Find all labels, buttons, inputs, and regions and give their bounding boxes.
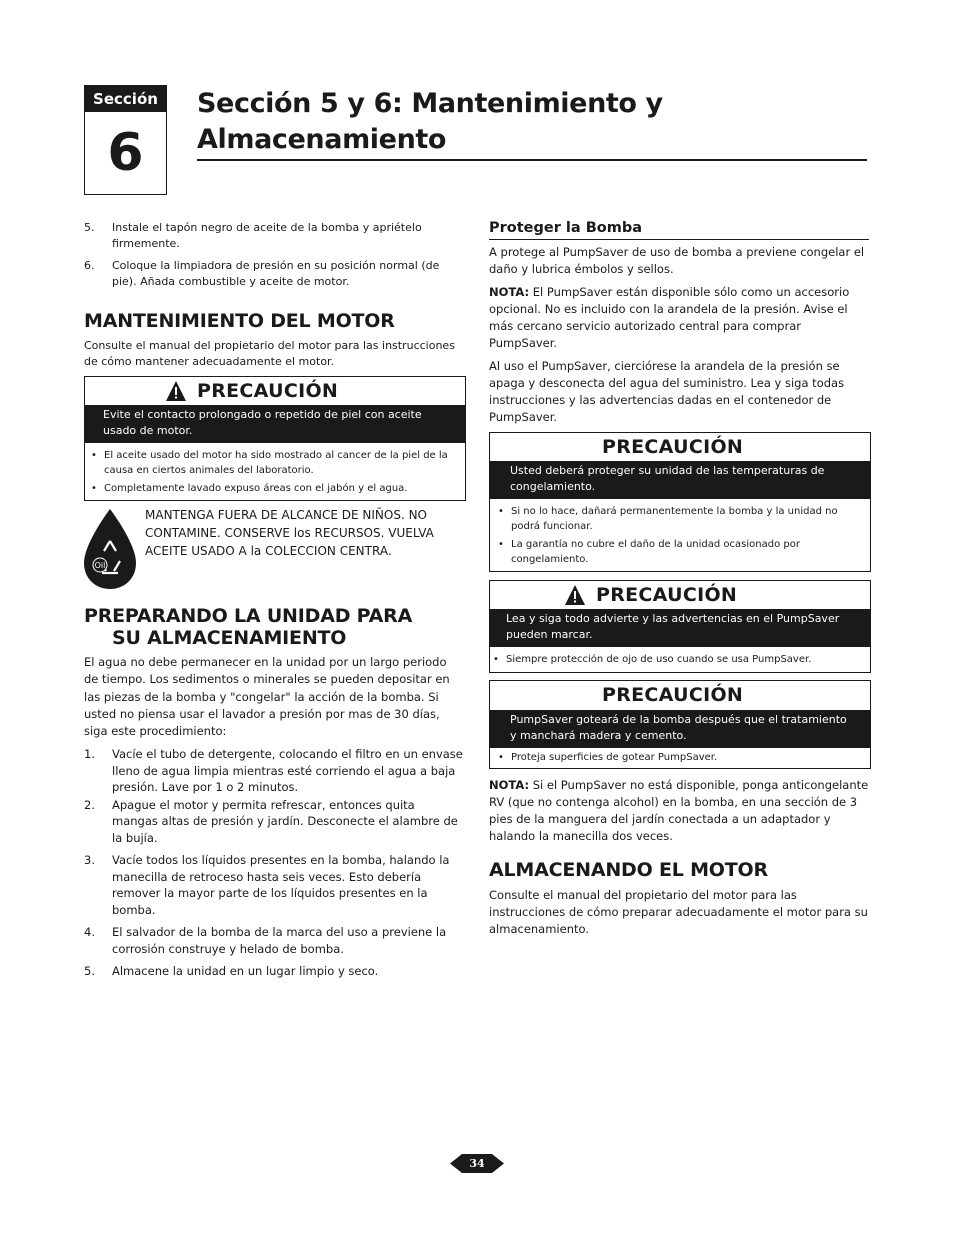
recycle-text: MANTENGA FUERA DE ALCANCE DE NIÑOS. NO CONTAMINE. CONSERVE los RECURSOS. VUELVA ACEITE USADO A la COLECCION CENTRA. [145, 508, 434, 558]
step-number: 4. [84, 925, 95, 940]
section-label: Sección [84, 85, 167, 112]
motor-text: Consulte el manual del propietario del motor para las instrucciones de cómo mantener adecuadamente el motor. [84, 339, 455, 368]
step-number: 5. [84, 964, 95, 979]
caution-message: PumpSaver goteará de la bomba después que el tratamiento y manchará madera y cemento. [490, 710, 870, 748]
page-number: 34 [469, 1157, 485, 1170]
caution-message: Evite el contacto prolongado o repetido de piel con aceite usado de motor. [85, 405, 465, 443]
caution-header [490, 433, 870, 461]
list-item: • Siempre protección de ojo de uso cuando se usa PumpSaver. [493, 654, 812, 665]
prep-text: El agua no debe permanecer en la unidad por un largo periodo de tiempo. Los sedimentos o minerales se pueden depositar en las piezas de la bomba y "congelar" la acción de la bomba. Si usted no piensa usar el lavador a presión por mas de 30 días, siga este procedimiento: [84, 655, 450, 739]
bullet-text: La garantía no cubre el daño de la unidad ocasionado por congelamiento. [511, 539, 800, 565]
nota-label: NOTA: [489, 285, 530, 299]
list-item [84, 220, 464, 252]
store-text: Consulte el manual del propietario del motor para las instrucciones de cómo preparar adecuadamente el motor para su almacenamiento. [489, 888, 868, 936]
step-text: Vacíe el tubo de detergente, colocando el filtro en un envase lleno de agua limpia mientras esté corriendo el agua a baja presión. Lave por 1 o 2 minutos. [112, 747, 463, 795]
bullet-text: Siempre protección de ojo de uso cuando se usa PumpSaver. [506, 654, 812, 665]
nota-paragraph-1 [489, 284, 869, 352]
step-text: Apague el motor y permita refrescar, entonces quita mangas altas de presión y jardín. Desconecte el alambre de la bujía. [112, 797, 458, 845]
bullet-text: Si no lo hace, dañará permanentemente la bomba y la unidad no podrá funcionar. [511, 506, 838, 532]
caution-header [490, 581, 870, 609]
step-number: 5. [84, 221, 95, 234]
protect-heading: Proteger la Bomba [489, 218, 869, 240]
caution-box-4 [489, 680, 871, 769]
bullet-text: Completamente lavado expuso áreas con el jabón y el agua. [104, 483, 408, 494]
motor-heading: MANTENIMIENTO DEL MOTOR [84, 310, 395, 332]
bullet-text: El aceite usado del motor ha sido mostrado al cancer de la piel de la causa en ciertos animales del laboratorio. [104, 450, 448, 476]
step-number: 6. [84, 259, 95, 272]
caution-bullets [490, 647, 870, 672]
page-number-badge [448, 1150, 506, 1177]
left-column [84, 220, 464, 986]
protect-paragraph-3: Al uso el PumpSaver, ciercióresе la arandela de la presión se apaga y desconecta del agua del suministro. Lea y siga todas instrucciones y las advertencias dadas en el contenedor de PumpSaver. [489, 359, 845, 424]
caution-heading: PRECAUCIÓN [602, 684, 744, 706]
prep-heading-line2: SU ALMACENAMIENTO [112, 627, 347, 649]
caution-message: Usted deberá proteger su unidad de las temperaturas de congelamiento. [490, 461, 870, 499]
caution-box-2 [489, 432, 871, 572]
caution-heading: PRECAUCIÓN [596, 583, 738, 606]
right-column [489, 218, 869, 944]
warning-icon [564, 584, 586, 606]
prep-steps-list [84, 746, 464, 980]
caution-bullets [490, 748, 870, 768]
list-item [84, 746, 464, 796]
caution-bullets [85, 443, 465, 500]
oil-drop-recycle-icon [80, 507, 140, 591]
caution-message: Lea y siga todo advierte y las advertencias en el PumpSaver pueden marcar. [490, 609, 870, 647]
step-number: 2. [84, 797, 95, 812]
list-item [84, 797, 464, 847]
list-item: • El aceite usado del motor ha sido mostrado al cancer de la piel de la causa en ciertos animales del laboratorio. [91, 450, 448, 476]
store-heading: ALMACENANDO EL MOTOR [489, 859, 768, 881]
prep-heading [84, 605, 464, 649]
nota-label: NOTA: [489, 778, 530, 792]
step-text: El salvador de la bomba de la marca del uso a previene la corrosión construye y helado de bomba. [112, 925, 447, 956]
nota-text: Si el PumpSaver no está disponible, ponga anticongelante RV (que no contenga alcohol) en la bomba, en una sección de 3 pies de la manguera del jardín conectada a un adaptador y halando la manecilla dos veces. [489, 778, 869, 843]
recycle-notice [84, 509, 464, 591]
caution-bullets [490, 499, 870, 571]
nota-paragraph-2 [489, 777, 869, 845]
list-item [84, 852, 464, 918]
caution-heading: PRECAUCIÓN [197, 379, 339, 402]
caution-heading: PRECAUCIÓN [602, 435, 744, 458]
protect-paragraph-1: A protege al PumpSaver de uso de bomba a previene congelar el daño y lubrica émbolos y sellos. [489, 245, 865, 276]
section-number: 6 [84, 112, 167, 195]
step-text: Vacíe todos los líquidos presentes en la bomba, halando la manecilla de retroceso hasta seis veces. Esto debería remover la mayor parte de los líquidos presentes en la bomba. [112, 853, 450, 917]
list-item: • Proteja superficies de gotear PumpSaver. [498, 752, 718, 763]
page-title: Sección 5 y 6: Mantenimiento y Almacenamiento [197, 86, 867, 161]
caution-header [85, 377, 465, 405]
prep-heading-line1: PREPARANDO LA UNIDAD PARA [84, 605, 413, 627]
step-number: 3. [84, 853, 95, 868]
step-number: 1. [84, 747, 95, 762]
caution-box-1 [84, 376, 466, 501]
list-item [84, 924, 464, 957]
step-text: Coloque la limpiadora de presión en su posición normal (de pie). Añada combustible y aceite de motor. [112, 259, 440, 288]
warning-icon [165, 380, 187, 402]
list-item: • La garantía no cubre el daño de la unidad ocasionado por congelamiento. [498, 539, 800, 565]
list-item: • Si no lo hace, dañará permanentemente la bomba y la unidad no podrá funcionar. [498, 506, 838, 532]
steps-top-list [84, 220, 464, 290]
list-item [84, 963, 464, 980]
step-text: Almacene la unidad en un lugar limpio y seco. [112, 964, 379, 979]
caution-box-3 [489, 580, 871, 673]
nota-text: El PumpSaver están disponible sólo como un accesorio opcional. No es incluido con la arandela de la presión. Avise el más cercano servicio autorizado central para comprar PumpSaver. [489, 285, 850, 350]
step-text: Instale el tapón negro de aceite de la bomba y apriételo firmemente. [112, 221, 422, 250]
bullet-text: Proteja superficies de gotear PumpSaver. [511, 752, 718, 763]
oil-label: Oil [94, 561, 106, 570]
list-item: • Completamente lavado expuso áreas con el jabón y el agua. [91, 483, 408, 494]
list-item [84, 258, 464, 290]
caution-header [490, 681, 870, 710]
